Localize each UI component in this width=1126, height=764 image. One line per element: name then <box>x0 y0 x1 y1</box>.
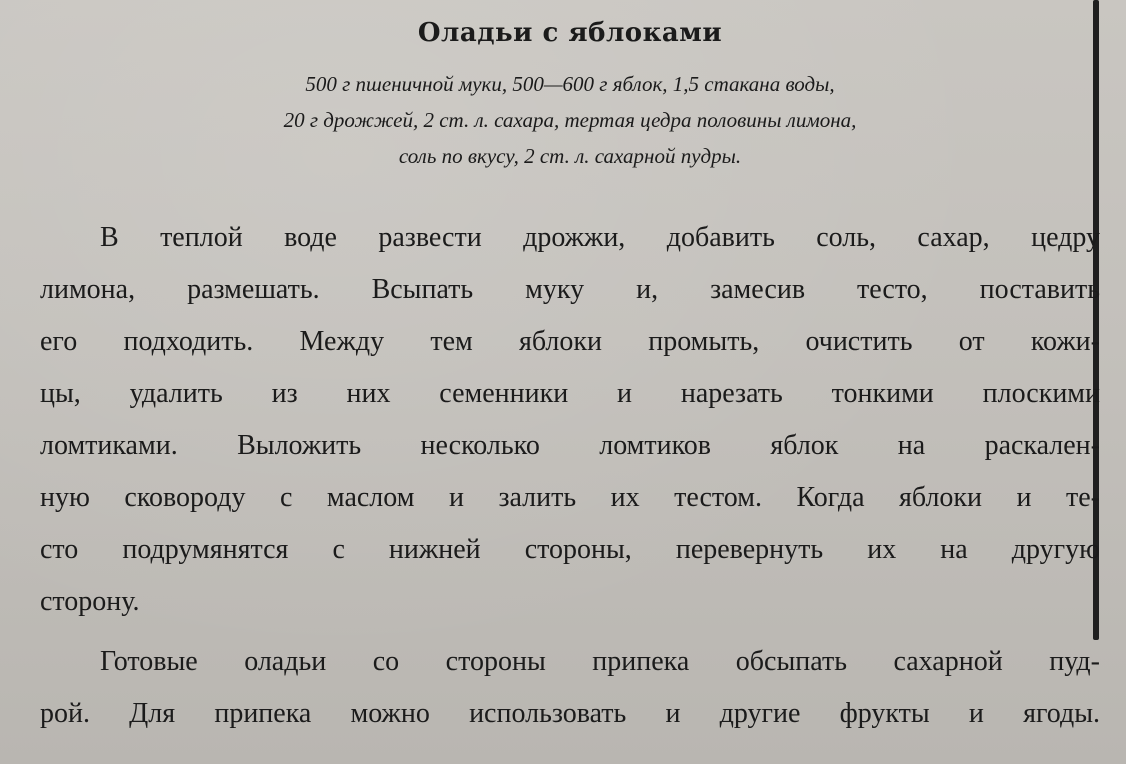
text-line: ломтиками. Выложить несколько ломтиков яблок на раскален- <box>40 430 1100 461</box>
recipe-content <box>40 18 1100 740</box>
text-line: цы, удалить из них семенники и нарезать тонкими плоскими <box>40 378 1100 409</box>
recipe-title: Оладьи с яблоками <box>417 18 723 48</box>
instructions-paragraph-2 <box>40 636 1100 740</box>
text-line: В теплой воде развести дрожжи, добавить соль, сахар, цедру <box>100 222 1100 253</box>
ingredients-line: 20 г дрожжей, 2 ст. л. сахара, тертая цедра половины лимона, <box>283 108 857 132</box>
text-line: Готовые оладьи со стороны припека обсыпать сахарной пуд- <box>100 646 1100 677</box>
ingredients-list <box>40 66 1100 174</box>
ingredients-line: соль по вкусу, 2 ст. л. сахарной пудры. <box>398 144 742 168</box>
text-line: ную сковороду с маслом и залить их тестом. Когда яблоки и те- <box>40 482 1100 513</box>
ingredients-line: 500 г пшеничной муки, 500—600 г яблок, 1,5 стакана воды, <box>305 72 835 96</box>
text-line: его подходить. Между тем яблоки промыть, очистить от кожи- <box>40 326 1100 357</box>
text-line: лимона, размешать. Всыпать муку и, замесив тесто, поставить <box>40 274 1100 305</box>
instructions-paragraph-1 <box>40 212 1100 628</box>
text-line: рой. Для припека можно использовать и другие фрукты и ягоды. <box>40 698 1100 729</box>
text-line: сто подрумянятся с нижней стороны, перевернуть их на другую <box>40 534 1100 565</box>
text-line: сторону. <box>40 586 140 617</box>
